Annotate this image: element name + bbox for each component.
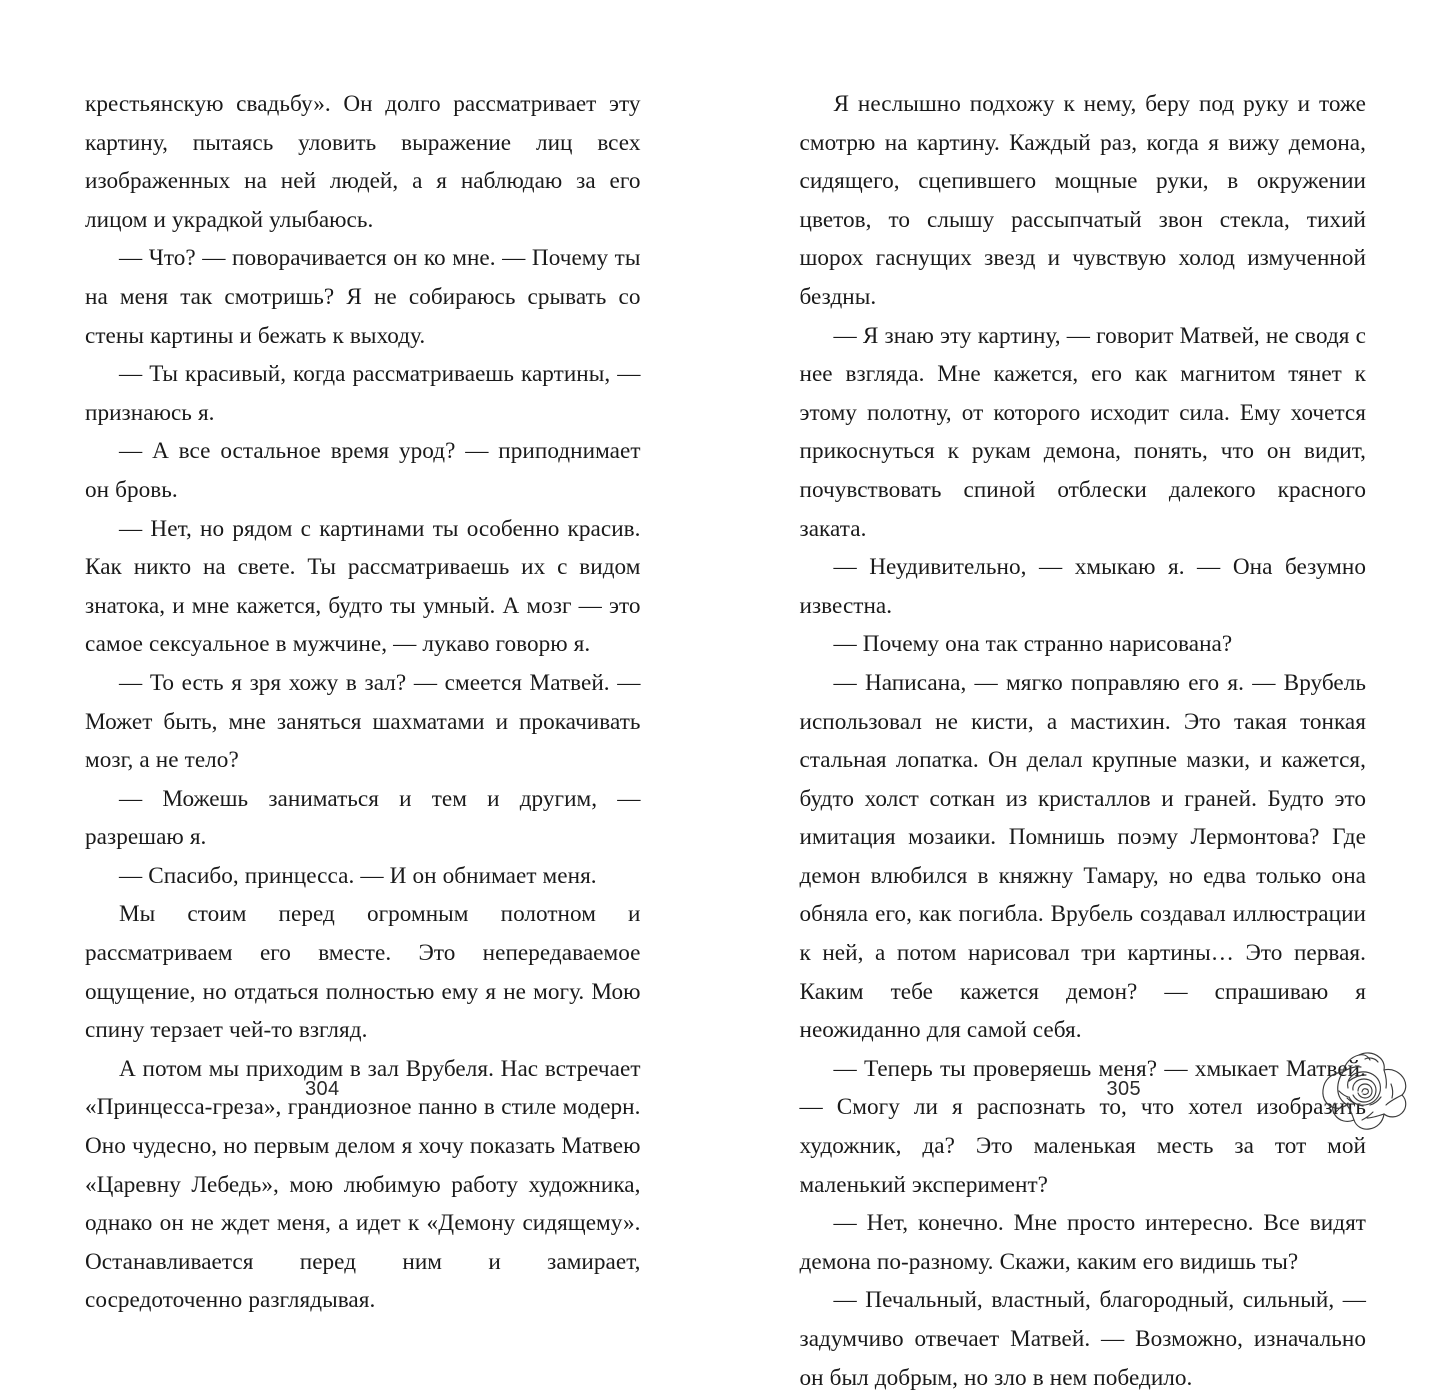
- paragraph: — Спасибо, принцесса. — И он обнимает меня.: [85, 857, 641, 896]
- paragraph: А потом мы приходим в зал Врубеля. Нас встречает «Принцесса-греза», грандиозное панно в стиле модерн. Оно чудесно, но первым делом я хочу показать Матвею «Царевну Лебедь», мою любимую работу художника, однако он не ждет меня, а идет к «Демону сидящему». Останавливается перед ним и замирает, сосредоточенно разглядывая.: [85, 1050, 641, 1320]
- left-page: [0, 0, 723, 1156]
- page-number-left: 304: [0, 1078, 723, 1101]
- paragraph: — Печальный, властный, благородный, сильный, — задумчиво отвечает Матвей. — Возможно, изначально он был добрым, но зло в нем победило.: [800, 1281, 1367, 1397]
- paragraph: крестьянскую свадьбу». Он долго рассматривает эту картину, пытаясь уловить выражение лиц всех изображенных на ней людей, а я наблюдаю за его лицом и украдкой улыбаюсь.: [85, 85, 641, 239]
- paragraph: — Почему она так странно нарисована?: [800, 625, 1367, 664]
- right-page-textblock: [800, 85, 1367, 1397]
- paragraph: — Неудивительно, — хмыкаю я. — Она безумно известна.: [800, 548, 1367, 625]
- paragraph: Мы стоим перед огромным полотном и рассматриваем его вместе. Это непередаваемое ощущение, но отдаться полностью ему я не могу. Мою спину терзает чей-то взгляд.: [85, 895, 641, 1049]
- paragraph: — То есть я зря хожу в зал? — смеется Матвей. — Может быть, мне заняться шахматами и прокачивать мозг, а не тело?: [85, 664, 641, 780]
- paragraph: — Ты красивый, когда рассматриваешь картины, — признаюсь я.: [85, 355, 641, 432]
- paragraph: — Что? — поворачивается он ко мне. — Почему ты на меня так смотришь? Я не собираюсь срывать со стены картины и бежать к выходу.: [85, 239, 641, 355]
- paragraph: — А все остальное время урод? — приподнимает он бровь.: [85, 432, 641, 509]
- left-page-textblock: [85, 85, 641, 1320]
- paragraph: — Можешь заниматься и тем и другим, — разрешаю я.: [85, 780, 641, 857]
- paragraph: — Я знаю эту картину, — говорит Матвей, не сводя с нее взгляда. Мне кажется, его как магнитом тянет к этому полотну, от которого исходит сила. Ему хочется прикоснуться к рукам демона, понять, что он видит, почувствовать спиной отблески далекого красного заката.: [800, 317, 1367, 549]
- paragraph: — Нет, но рядом с картинами ты особенно красив. Как никто на свете. Ты рассматриваешь их с видом знатока, и мне кажется, будто ты умный. А мозг — это самое сексуальное в мужчине, — лукаво говорю я.: [85, 510, 641, 664]
- right-page: [723, 0, 1445, 1156]
- paragraph: — Теперь ты проверяешь меня? — хмыкает Матвей. — Смогу ли я распознать то, что хотел изобразить художник, да? Это маленькая месть за тот мой маленький эксперимент?: [800, 1050, 1367, 1204]
- page-number-right: 305: [723, 1078, 1445, 1101]
- paragraph: — Нет, конечно. Мне просто интересно. Все видят демона по-разному. Скажи, каким его видишь ты?: [800, 1204, 1367, 1281]
- paragraph: Я неслышно подхожу к нему, беру под руку и тоже смотрю на картину. Каждый раз, когда я вижу демона, сидящего, сцепившего мощные руки, в окружении цветов, то слышу рассыпчатый звон стекла, тихий шорох гаснущих звезд и чувствую холод измученной бездны.: [800, 85, 1367, 317]
- paragraph: — Написана, — мягко поправляю его я. — Врубель использовал не кисти, а мастихин. Это такая тонкая стальная лопатка. Он делал крупные мазки, и кажется, будто холст соткан из кристаллов и граней. Будто это имитация мозаики. Помнишь поэму Лермонтова? Где демон влюбился в княжну Тамару, но едва только она обняла его, как погибла. Врубель создавал иллюстрации к ней, а потом нарисовал три картины… Это первая. Каким тебе кажется демон? — спрашиваю я неожиданно для самой себя.: [800, 664, 1367, 1050]
